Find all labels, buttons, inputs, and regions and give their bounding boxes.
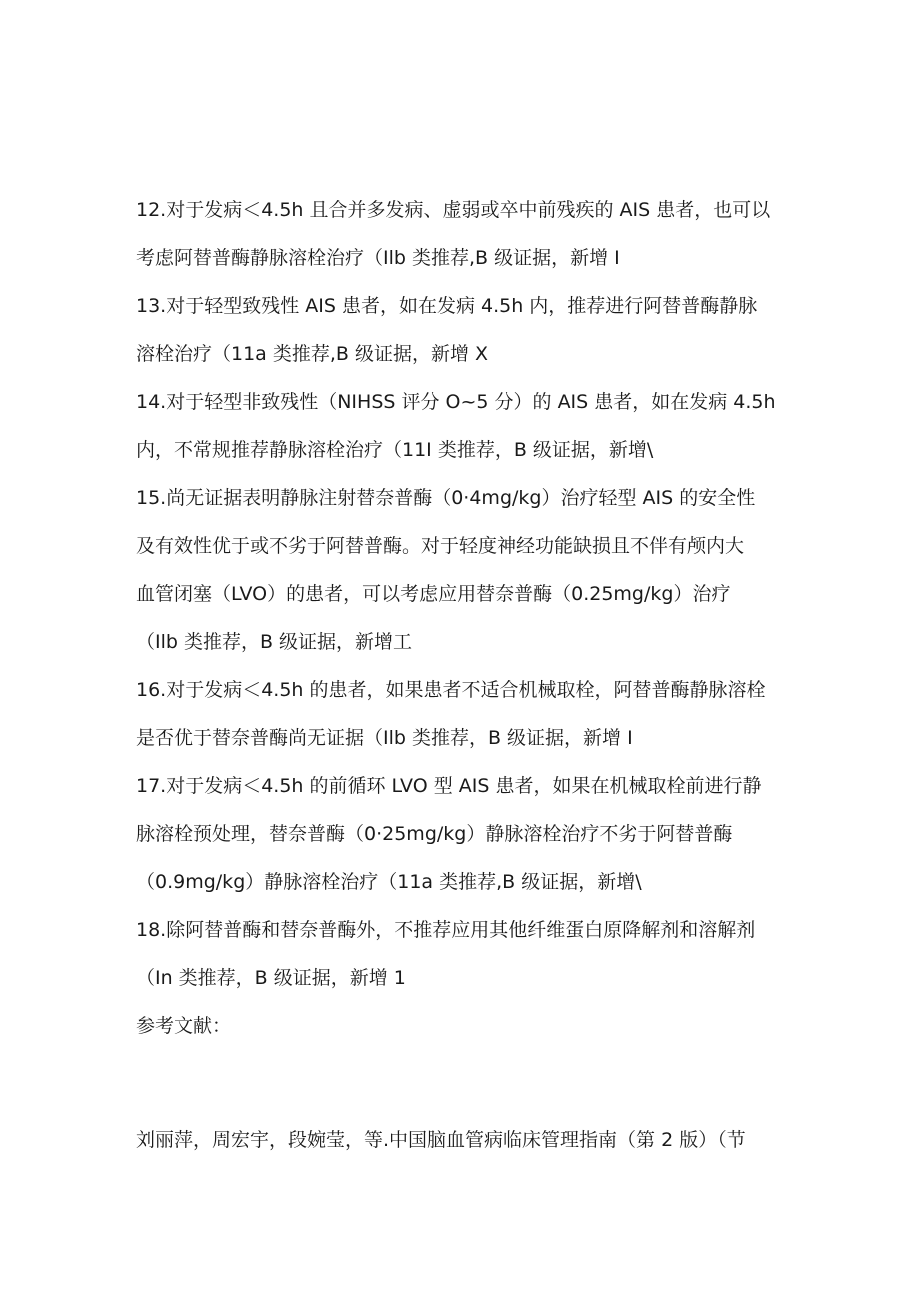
recommendation-item-14 — [136, 378, 796, 474]
text-line: 14.对于轻型非致残性（NIHSS 评分 O~5 分）的 AIS 患者，如在发病 4.5h — [136, 391, 776, 413]
recommendation-item-17 — [136, 762, 796, 906]
document-body — [136, 186, 796, 1164]
section-gap — [136, 1050, 796, 1116]
text-line: 13.对于轻型致残性 AIS 患者，如在发病 4.5h 内，推荐进行阿替普酶静脉 — [136, 295, 758, 317]
reference-entry: 刘丽萍，周宏宇，段婉莹，等.中国脑血管病临床管理指南（第 2 版）（节 — [136, 1129, 746, 1151]
recommendation-item-16 — [136, 666, 796, 762]
references-heading: 参考文献： — [136, 1015, 232, 1037]
text-line: 15.尚无证据表明静脉注射替奈普酶（0·4mg/kg）治疗轻型 AIS 的安全性 — [136, 487, 756, 509]
text-line: 脉溶栓预处理，替奈普酶（0·25mg/kg）静脉溶栓治疗不劣于阿替普酶 — [136, 823, 733, 845]
text-line: （In 类推荐，B 级证据，新增 1 — [136, 967, 406, 989]
text-line: （0.9mg/kg）静脉溶栓治疗（11a 类推荐,B 级证据，新增\ — [136, 871, 642, 893]
text-line: 及有效性优于或不劣于阿替普酶。对于轻度神经功能缺损且不伴有颅内大 — [136, 535, 745, 557]
recommendation-item-15 — [136, 474, 796, 666]
text-line: 内，不常规推荐静脉溶栓治疗（11I 类推荐，B 级证据，新增\ — [136, 439, 654, 461]
text-line: 12.对于发病＜4.5h 且合并多发病、虚弱或卒中前残疾的 AIS 患者，也可以 — [136, 199, 771, 221]
text-line: （Ilb 类推荐，B 级证据，新增工 — [136, 631, 413, 653]
recommendation-item-18 — [136, 906, 796, 1002]
recommendation-item-12 — [136, 186, 796, 282]
text-line: 考虑阿替普酶静脉溶栓治疗（Ilb 类推荐,B 级证据，新增 I — [136, 247, 620, 269]
text-line: 16.对于发病＜4.5h 的患者，如果患者不适合机械取栓，阿替普酶静脉溶栓 — [136, 679, 766, 701]
recommendation-item-13 — [136, 282, 796, 378]
text-line: 是否优于替奈普酶尚无证据（Ilb 类推荐，B 级证据，新增 I — [136, 727, 633, 749]
text-line: 血管闭塞（LVO）的患者，可以考虑应用替奈普酶（0.25mg/kg）治疗 — [136, 583, 731, 605]
text-line: 17.对于发病＜4.5h 的前循环 LVO 型 AIS 患者，如果在机械取栓前进行静 — [136, 775, 762, 797]
text-line: 溶栓治疗（11a 类推荐,B 级证据，新增 X — [136, 343, 489, 365]
text-line: 18.除阿替普酶和替奈普酶外，不推荐应用其他纤维蛋白原降解剂和溶解剂 — [136, 919, 756, 941]
